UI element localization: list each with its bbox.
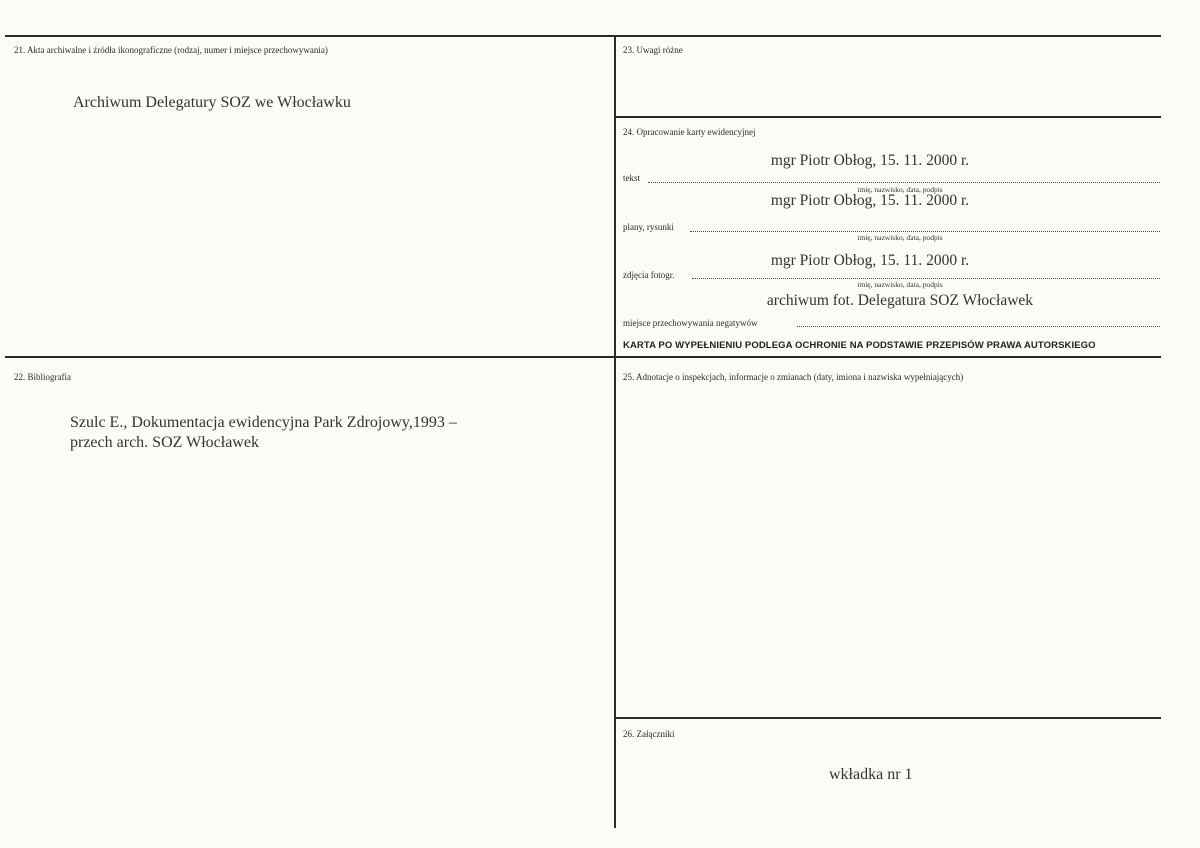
section25-label: 25. Adnotacje o inspekcjach, informacje o zmianach (daty, imiona i nazwiska wypełniających)	[623, 372, 964, 382]
section25-bottom-line	[614, 717, 1161, 719]
section24-label: 24. Opracowanie karty ewidencyjnej	[623, 127, 756, 137]
photos-field-label: zdjęcia fotogr.	[623, 270, 675, 280]
negatives-location-label: miejsce przechowywania negatywów	[623, 318, 758, 328]
section23-label: 23. Uwagi różne	[623, 45, 683, 55]
photos-author-value: mgr Piotr Obłog, 15. 11. 2000 r.	[770, 252, 970, 269]
middle-border-line	[5, 356, 1161, 358]
section22-label: 22. Bibliografia	[14, 372, 71, 382]
text-field-label: tekst	[623, 173, 640, 183]
column-divider-line	[614, 35, 616, 828]
section26-label: 26. Załączniki	[623, 729, 675, 739]
plans-author-value: mgr Piotr Obłog, 15. 11. 2000 r.	[770, 192, 970, 209]
archive-records-text: Archiwum Delegatury SOZ we Włocławku	[73, 94, 351, 111]
bibliography-line-1: Szulc E., Dokumentacja ewidencyjna Park Zdrojowy,1993 –	[70, 414, 457, 431]
section23-bottom-line	[614, 116, 1161, 118]
section21-label: 21. Akta archiwalne i źródła ikonograficzne (rodzaj, numer i miejsce przechowywania)	[14, 45, 328, 55]
plans-field-dotted-line	[690, 231, 1160, 232]
text-author-value: mgr Piotr Obłog, 15. 11. 2000 r.	[770, 152, 970, 169]
plans-field-hint: imię, nazwisko, data, podpis	[857, 233, 943, 242]
photos-field-dotted-line	[692, 278, 1160, 279]
photos-field-hint: imię, nazwisko, data, podpis	[857, 280, 943, 289]
attachments-value: wkładka nr 1	[829, 766, 913, 783]
bibliography-line-2: przech arch. SOZ Włocławek	[70, 434, 259, 451]
top-border-line	[5, 35, 1161, 37]
negatives-location-value: archiwum fot. Delegatura SOZ Włocławek	[766, 292, 1034, 309]
copyright-notice: KARTA PO WYPEŁNIENIU PODLEGA OCHRONIE NA PODSTAWIE PRZEPISÓW PRAWA AUTORSKIEGO	[623, 340, 1096, 351]
negatives-location-dotted-line	[797, 326, 1160, 327]
text-field-hint: imię, nazwisko, data, podpis	[857, 185, 943, 194]
plans-field-label: plany, rysunki	[623, 222, 674, 232]
text-field-dotted-line	[648, 182, 1160, 183]
